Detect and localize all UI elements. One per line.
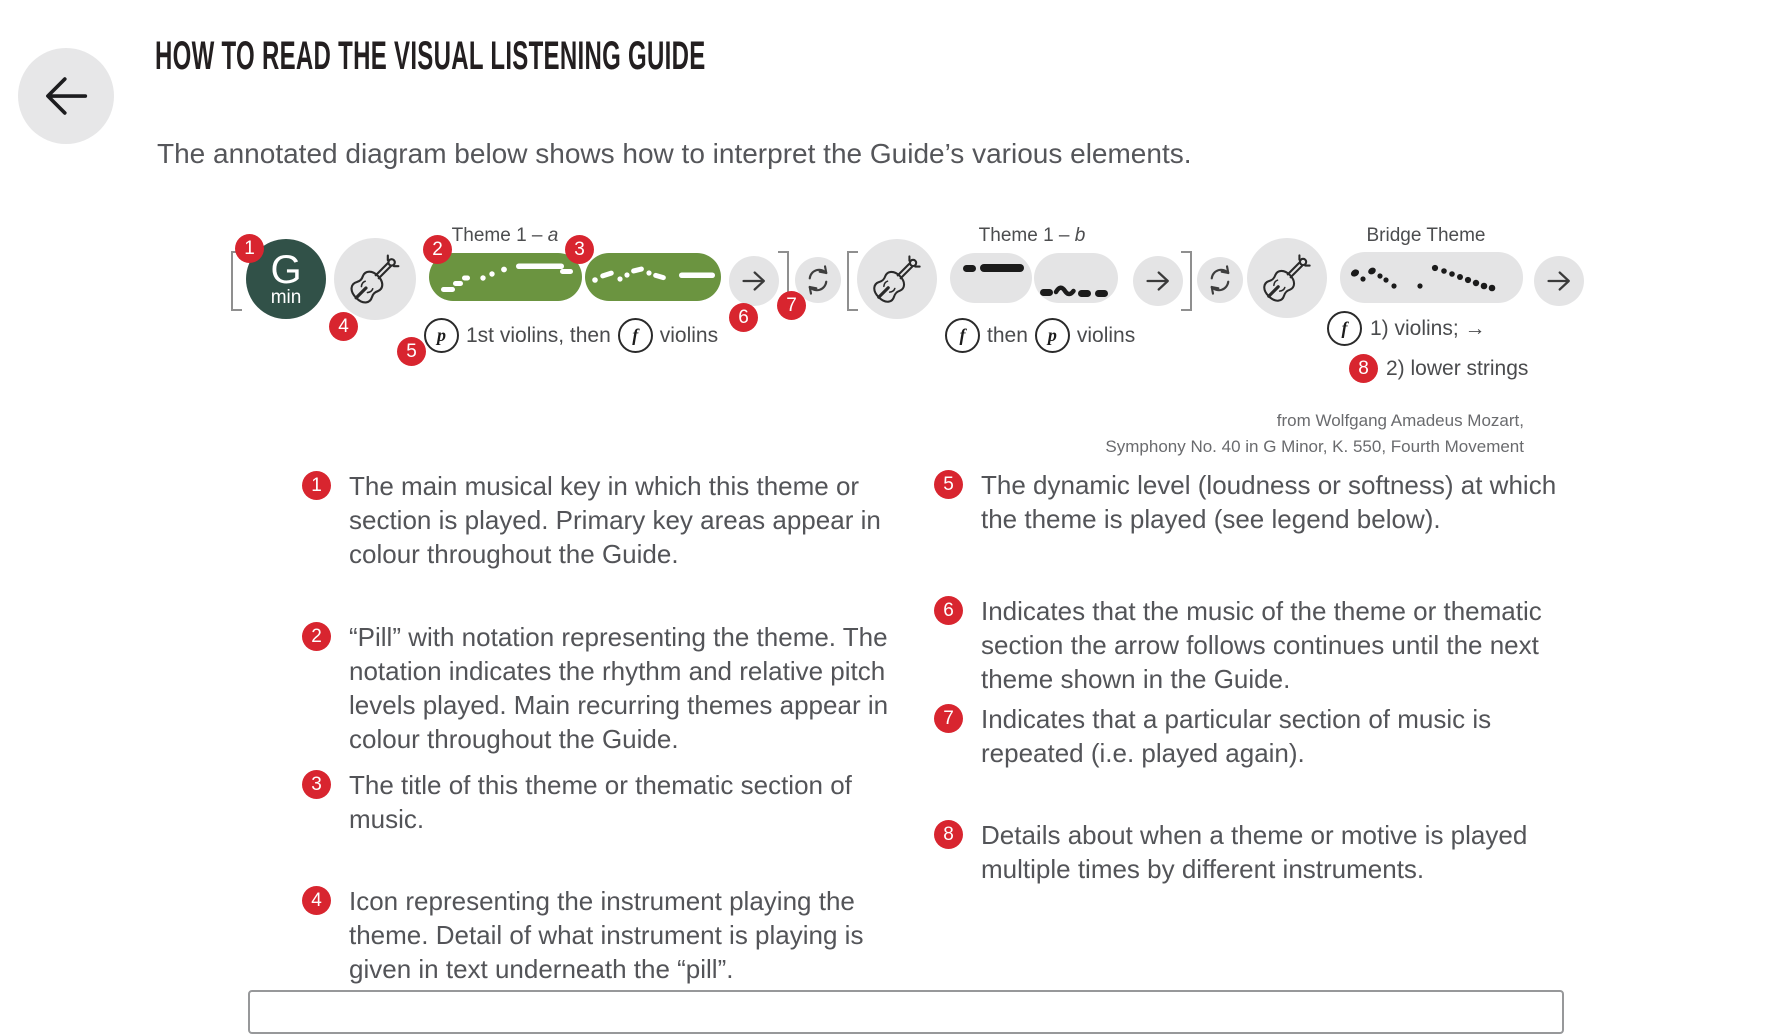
theme-b-pill-2: [1034, 253, 1118, 303]
legend-badge-8: 8: [934, 820, 963, 849]
dynamic-p-icon: [1035, 318, 1070, 353]
annotation-badge-7: 7: [777, 291, 806, 320]
page-subtitle: The annotated diagram below shows how to interpret the Guide’s various elements.: [157, 138, 1192, 169]
instrument-circle: [857, 239, 937, 319]
attribution-line-2: Symphony No. 40 in G Minor, K. 550, Fourth Movement: [1105, 437, 1524, 456]
legend-text-3: The title of this theme or thematic section of music.: [349, 770, 852, 834]
dynamic-letter: p: [437, 325, 446, 345]
bridge-dyn-line-2: 2) lower strings: [1386, 356, 1529, 380]
key-mode: min: [270, 286, 302, 308]
annotation-badge-2: 2: [423, 235, 452, 264]
key-letter: G: [270, 247, 302, 292]
theme-a-pill-1: [429, 253, 582, 301]
annotation-badge-4: 4: [329, 312, 358, 341]
dynamic-letter: p: [1047, 325, 1057, 345]
continue-arrow-circle: [729, 256, 779, 306]
theme-b-pill-1: [950, 253, 1032, 303]
violin-icon: [1256, 247, 1318, 309]
annotation-badge-6: 6: [729, 303, 758, 332]
theme-b-dynamics: [945, 318, 1135, 353]
legend-item-7: [934, 702, 1564, 770]
repeat-icon: [1201, 261, 1239, 299]
theme-b-dyn-text-1: then: [987, 323, 1028, 347]
annotation-badge-5: 5: [397, 337, 426, 366]
legend-badge-3: 3: [302, 770, 331, 799]
notation-icon: [1340, 252, 1523, 303]
repeat-circle: [1197, 257, 1243, 303]
instrument-circle: [1247, 238, 1327, 318]
arrow-right-icon: [1141, 264, 1175, 298]
theme-b-label-text: Theme 1 –: [978, 225, 1075, 246]
legend-badge-1: 1: [302, 471, 331, 500]
theme-a-dynamics: [424, 318, 718, 353]
instrument-circle: [334, 238, 416, 320]
legend-item-4: [302, 884, 906, 986]
legend-item-1: [302, 469, 906, 571]
repeat-icon: [799, 261, 837, 299]
dynamic-letter: f: [632, 325, 639, 345]
continue-arrow-circle: [1534, 256, 1584, 306]
legend-badge-6: 6: [934, 596, 963, 625]
notation-icon: [1034, 253, 1118, 303]
legend-item-6: [934, 594, 1564, 696]
bridge-theme-pill: [1340, 252, 1523, 303]
source-attribution: [1105, 408, 1524, 460]
theme-a-dyn-text-2: violins: [659, 323, 719, 347]
attribution-line-1: from Wolfgang Amadeus Mozart,: [1276, 411, 1524, 430]
legend-text-7: Indicates that a particular section of music is repeated (i.e. played again).: [981, 704, 1492, 768]
annotation-badge-1: 1: [235, 234, 264, 263]
theme-a-label-text: Theme 1 –: [451, 225, 548, 246]
violin-icon: [343, 247, 407, 311]
dynamic-letter: f: [1341, 318, 1348, 338]
legend-text-6: Indicates that the music of the theme or thematic section the arrow follows continues until the next theme shown in the Guide.: [981, 596, 1542, 694]
dynamic-f-icon: [618, 318, 653, 353]
legend-text-5: The dynamic level (loudness or softness) at which the theme is played (see legend below).: [981, 470, 1557, 534]
theme-a-label-letter: a: [547, 225, 559, 246]
theme-a-pill-2: [585, 253, 721, 301]
bridge-dyn-line-1: 1) violins; →: [1370, 316, 1486, 340]
bridge-theme-dynamics: [1327, 311, 1528, 383]
theme-b-label-letter: b: [1074, 225, 1086, 246]
legend-item-8: [934, 818, 1564, 886]
dynamic-letter: f: [959, 325, 966, 345]
legend-text-8: Details about when a theme or motive is played multiple times by different instruments.: [981, 820, 1528, 884]
legend-badge-2: 2: [302, 622, 331, 651]
legend-item-3: [302, 768, 906, 836]
bridge-theme-label: Bridge Theme: [1366, 225, 1486, 246]
notation-icon: [950, 253, 1032, 303]
dynamic-f-icon: [1327, 311, 1362, 346]
legend-item-2: [302, 620, 906, 756]
legend-text-4: Icon representing the instrument playing the theme. Detail of what instrument is playing is given in text underneath the “pill”.: [349, 886, 864, 984]
legend-text-2: “Pill” with notation representing the theme. The notation indicates the rhythm and relative pitch levels played. Main recurring themes appear in colour throughout the Guide.: [349, 622, 889, 754]
notation-icon: [585, 253, 721, 301]
page-title: HOW TO READ THE VISUAL LISTENING GUIDE: [155, 34, 706, 78]
legend-item-5: [934, 468, 1564, 536]
arrow-left-icon: [37, 67, 95, 125]
theme-b-label: [912, 225, 1152, 247]
arrow-right-icon: [737, 264, 771, 298]
violin-icon: [866, 248, 928, 310]
back-button[interactable]: [18, 48, 114, 144]
legend-text-1: The main musical key in which this theme or section is played. Primary key areas appear in colour throughout the Guide.: [349, 471, 881, 569]
dynamic-p-icon: [424, 318, 459, 353]
arrow-right-icon: [1542, 264, 1576, 298]
annotation-badge-8: 8: [1349, 354, 1378, 383]
theme-a-dyn-text-1: 1st violins, then: [466, 323, 611, 347]
annotated-diagram: [215, 225, 1615, 405]
legend-badge-4: 4: [302, 886, 331, 915]
legend-box: [248, 990, 1564, 1034]
legend-badge-7: 7: [934, 704, 963, 733]
notation-icon: [429, 253, 582, 301]
annotation-badge-3: 3: [565, 235, 594, 264]
continue-arrow-circle: [1133, 256, 1183, 306]
theme-b-dyn-text-2: violins: [1076, 323, 1136, 347]
legend-badge-5: 5: [934, 470, 963, 499]
dynamic-f-icon: [945, 318, 980, 353]
